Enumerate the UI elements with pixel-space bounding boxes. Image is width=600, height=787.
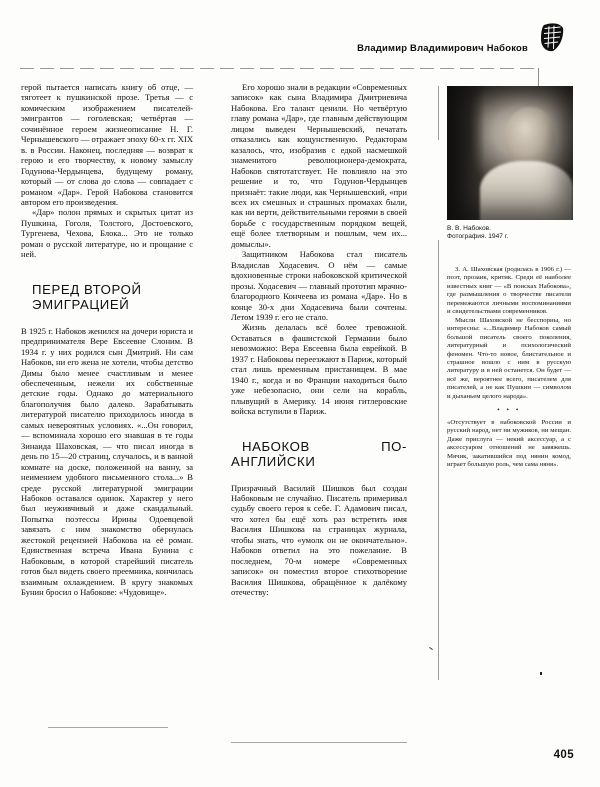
- sidebar-notes-column: [447, 266, 571, 469]
- photo-image: [447, 86, 573, 220]
- photo-caption: [447, 225, 577, 242]
- page-mark: [429, 647, 433, 650]
- page-mark-dot: [540, 672, 542, 675]
- body-column-middle: [231, 82, 407, 597]
- sidebar-divider-rule: [438, 240, 439, 680]
- body-column-left: [21, 82, 193, 597]
- nabokov-portrait-photo: [447, 86, 573, 220]
- photo-caption-line-1: В. В. Набоков.: [447, 225, 491, 232]
- section-heading-line-1: ПЕРЕД ВТОРОЙ: [32, 281, 142, 297]
- page-number: 405: [553, 749, 574, 761]
- paragraph: «Дар» полон прямых и скрытых цитат из Пушкина, Гоголя, Толстого, Достоевского, Тургенева, Чехова, Блока... Это не только роман о русской литературе, но и прощание с ней.: [21, 207, 193, 260]
- spacer: [21, 313, 193, 326]
- spacer: [231, 470, 407, 483]
- sidebar-note-quote-shakhovskaya: Мысли Шаховской не бесспорны, но интересны: «...Владимир Набоков самый большой писатель своего поколения, литературный и психологический феномен. Что-то новое, блистательное и страшное вошло с ним в русскую литературу и в ней останется. Он будет — всё же, вероятнее всего, писателем для писателей, а не как Пушкин — символом и дыханьем целого народа».: [447, 316, 571, 400]
- header-divider-corner: [538, 68, 539, 86]
- paragraph: Призрачный Василий Шишков был создан Набоковым не случайно. Писатель примеривал судьбу своего героя к себе. Г. Адамович писал, что хотел бы ещё хоть раз встретить имя Василия Шишкова на страницах журнала, чтобы знать, что «умолк он не окончательно». Набоков ответил на это пожелание. В последнем, 70-м номере «Современных записок» он поместил второе стихотворение Василия Шишкова, обращённое к далёкому отечеству:: [231, 482, 407, 598]
- paragraph: Жизнь делалась всё более тревожной. Оставаться в фашистской Германии было невозможно: Вера Евсеевна была еврейкой. В 1937 г. Набоковы переезжают в Париж, который стал лишь временным пристанищем. В мае 1940 г., когда и во Франции находиться было уже небезопасно, они сели на корабль, плывущий в Америку. 14 июня гитлеровские войска вступили в Париж.: [231, 322, 407, 417]
- paragraph: В 1925 г. Набоков женился на дочери юриста и предпринимателя Вере Евсеевне Слоним. В 1934 г. у них родился сын Дмитрий. Ни сам Набоков, ни его жена не хотели, чтобы детство Димы было менее счастливым и менее обеспеченным, нежели их собственные детские годы. Однако до материального благополучия было далеко. Зарабатывать литературой писателю приходилось иногда в самых невероятных условиях. «...Он говорил, — вспоминала хорошо его знавшая в те годы Зинаида Шаховская, — что писал иногда в день по 15—20 страниц, случалось, и в ванной комнате на доске, положенной на ванну, за неимением удобного письменного стола...» В среде русской литературной эмиграции Набоков оставался одинок. Характер у него был неуживчивый и даже скандальный. Попытка поэтессы Ирины Одоевцевой завязать с ним знакомство обернулась жестокой рецензией Набокова на её роман. Единственная встреча Ивана Бунина с Набоковым, в которой старейший писатель готов был видеть своего преемника, кончилась взаимным охлаждением. В кругу знакомых Бунин бросил о Набокове: «Чудовище».: [21, 325, 193, 598]
- column-end-rule-middle: [231, 742, 407, 743]
- sidebar-note-quote-russia: «Отсутствует в набоковской России и русский народ, нет ни мужиков, ни мещан. Даже прислуга — некий аксессуар, а с аксессуаром отношений не завяжешь. Мячик, закатившийся под нянин комод, играет большую роль, чем сама няня».: [447, 418, 571, 468]
- sidebar-separator: • • •: [497, 406, 521, 415]
- spacer: [231, 417, 407, 439]
- paragraph: Его хорошо знали в редакции «Современных записок» как сына Владимира Дмитриевича Набокова. Его талант ценили. Но четвёртую главу романа «Дар», где главным действующим лицом выведен Чернышевский, печатать отказались как кощунственную. Редакторам казалось, что, изобразив с едкой насмешкой знаменитого революционера-демократа, Набоков святотатствует. Не повлияло на это решение и то, что Годунов-Чердынцев признаёт: такие люди, как Чернышевский, «при всех их смешных и страшных промахах были, как ни верти, действительными героями в своей борьбе с государственным порядком вещей, ещё более тлетворным и пошлым, чем их... домыслы».: [231, 82, 407, 249]
- sidebar-divider-rule-top: [438, 86, 439, 140]
- spacer: [21, 260, 193, 282]
- section-heading-line-2: ЭМИГРАЦИЕЙ: [32, 297, 130, 313]
- sidebar-note-biography: З. А. Шаховская (родилась в 1906 г.) — поэт, прозаик, критик. Среди её наиболее известных книг — «В поисках Набокова», где размышления о творчестве писателя перемежаются личными воспоминаниями и свидетельствами современников.: [447, 266, 571, 316]
- running-head-title: Владимир Владимирович Набоков: [357, 42, 528, 53]
- paragraph: герой пытается написать книгу об отце, — тяготеет к пушкинской прозе. Третья — с комическим изображением писателей-эмигрантов — гоголевская; четвёртая — сочинённое героем жизнеописание Н. Г. Чернышевского — отражает эпоху 60-х гг. XIX в. в России. Наконец, последняя — возврат к герою и его творчеству, к новому замыслу Годунова-Чердынцева, будущему роману, который — от слова до слова — совпадает с романом «Дар». Герой Набокова становится автором его произведения.: [21, 82, 193, 207]
- photo-vignette: [447, 86, 573, 220]
- header-divider-rule: [20, 68, 538, 69]
- book-leaf-emblem-icon: [539, 22, 565, 52]
- column-end-rule-left: [48, 727, 168, 728]
- photo-caption-line-2: Фотография. 1947 г.: [447, 233, 509, 241]
- paragraph: Защитником Набокова стал писатель Владислав Ходасевич. О нём — самые вдохновенные строки набоковской критической прозы. Ходасевич — главный прототип мрачно-благородного Кончеева из романа «Дар». Но в конце 30-х дни Ходасевича были сочтены. Летом 1939 г. его не стало.: [231, 249, 407, 322]
- section-heading: НАБОКОВ ПО-АНГЛИЙСКИ: [231, 438, 407, 469]
